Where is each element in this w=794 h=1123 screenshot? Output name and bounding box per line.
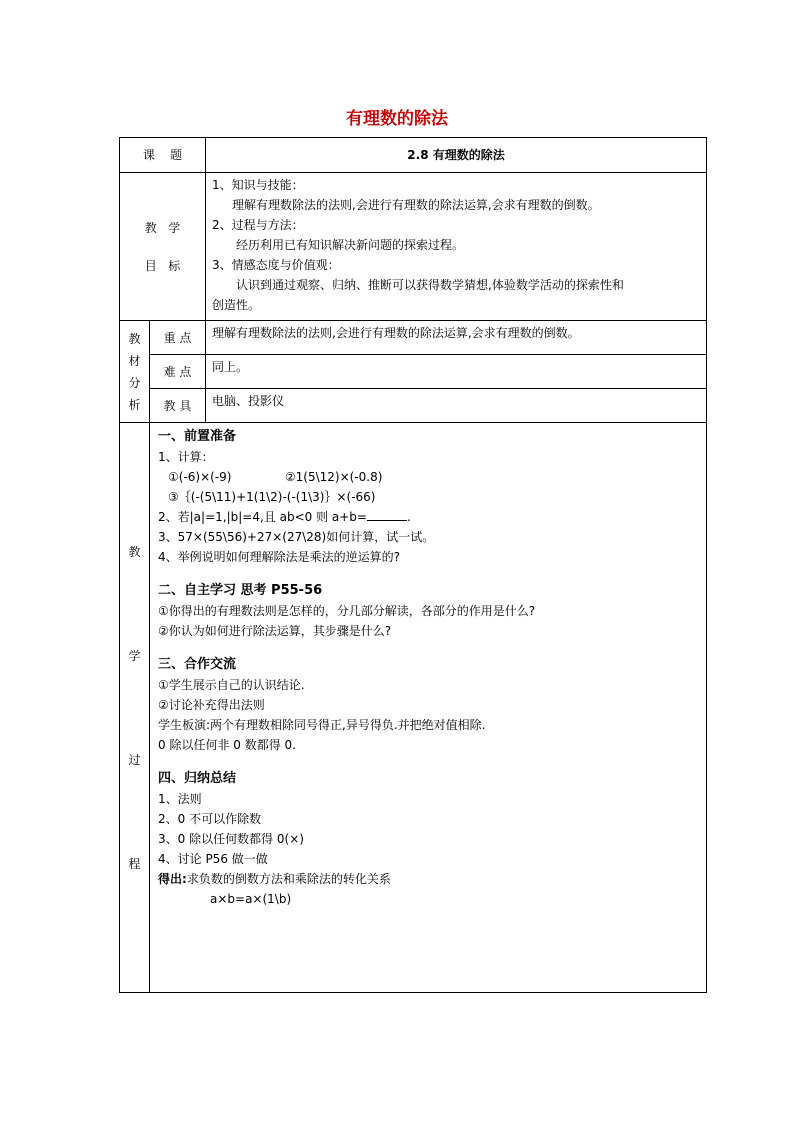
goal-line: 1、知识与技能： <box>212 178 304 192</box>
process-line: ③｛(-(5\11)+1(1\2)-(-(1\3)｝×(-66) <box>168 490 376 504</box>
goals-label-top: 教 学 <box>144 220 181 235</box>
formula-line: a×b=a×(1\b) <box>210 892 292 906</box>
process-line: 4、讨论 P56 做一做 <box>158 852 268 866</box>
goal-line: 创造性。 <box>212 298 261 312</box>
process-line: ①学生展示自己的认识结论. <box>158 678 305 692</box>
process-content <box>150 423 707 993</box>
process-line: ②讨论补充得出法则 <box>158 698 265 712</box>
process-line: 1、计算： <box>158 450 214 464</box>
process-label-char: 教 <box>128 544 141 559</box>
section-heading: 四、归纳总结 <box>158 771 237 786</box>
process-line: ②你认为如何进行除法运算，其步骤是什么? <box>158 624 392 638</box>
section-heading: 一、前置准备 <box>158 429 237 444</box>
page-title: 有理数的除法 <box>346 109 448 129</box>
process-label-char: 程 <box>128 856 141 871</box>
lesson-plan-table <box>119 137 707 993</box>
process-line: 2、0 不可以作除数 <box>158 812 262 826</box>
tools-value: 电脑、投影仪 <box>206 389 707 423</box>
goal-line: 认识到通过观察、归纳、推断可以获得数学猜想,体验数学活动的探索性和 <box>236 278 624 292</box>
goals-row <box>120 173 707 321</box>
process-line-with-blank <box>158 507 706 527</box>
section-heading: 二、自主学习 思考 P55-56 <box>158 583 323 598</box>
difficult-point-label: 难 点 <box>150 355 206 389</box>
process-label-char: 过 <box>128 752 141 767</box>
conclusion-line <box>158 869 706 889</box>
process-line: 1、法则 <box>158 792 202 806</box>
conclusion-label: 得出: <box>158 872 187 886</box>
process-row <box>120 423 707 993</box>
analysis-label-char: 分 <box>128 375 141 390</box>
key-point-value: 理解有理数除法的法则,会进行有理数的除法运算,会求有理数的倒数。 <box>206 321 707 355</box>
process-line: 学生板演:两个有理数相除同号得正,异号得负.并把绝对值相除. <box>158 718 486 732</box>
goal-line: 理解有理数除法的法则,会进行有理数的除法运算,会求有理数的倒数。 <box>232 198 600 212</box>
tools-label: 教 具 <box>150 389 206 423</box>
goal-line: 经历利用已有知识解决新问题的探索过程。 <box>236 238 465 252</box>
answer-blank <box>367 508 407 521</box>
process-line: ①你得出的有理数法则是怎样的，分几部分解读，各部分的作用是什么? <box>158 604 536 618</box>
goals-label-bottom: 目 标 <box>144 258 181 273</box>
topic-row <box>120 138 707 173</box>
process-line: 3、0 除以任何数都得 0(×) <box>158 832 304 846</box>
process-line: 3、57×(55\56)+27×(27\28)如何计算，试一试。 <box>158 530 435 544</box>
section-heading: 三、合作交流 <box>158 657 237 672</box>
goals-label <box>120 173 206 321</box>
process-line: 4、举例说明如何理解除法是乘法的逆运算的? <box>158 550 401 564</box>
topic-value <box>206 138 707 173</box>
topic-value-text: 2.8 有理数的除法 <box>407 148 505 162</box>
question-text: 2、若|a|=1,|b|=4,且 ab<0 则 a+b= <box>158 510 367 524</box>
blank-suffix: . <box>406 510 411 524</box>
analysis-label-char: 材 <box>128 353 141 368</box>
difficult-point-value: 同上。 <box>206 355 707 389</box>
goal-line: 2、过程与方法： <box>212 218 304 232</box>
key-point-row <box>120 321 707 355</box>
process-label <box>120 423 150 993</box>
topic-label: 课 题 <box>120 138 206 173</box>
analysis-label <box>120 321 150 423</box>
goal-line: 3、情感态度与价值观： <box>212 258 340 272</box>
tools-row <box>120 389 707 423</box>
conclusion-text: 求负数的倒数方法和乘除法的转化关系 <box>186 872 391 886</box>
process-line: ①(-6)×(-9) ②1(5\12)×(-0.8) <box>168 470 383 484</box>
process-label-char: 学 <box>128 648 141 663</box>
process-line: 0 除以任何非 0 数都得 0. <box>158 738 296 752</box>
analysis-label-char: 析 <box>128 397 141 412</box>
difficult-point-row <box>120 355 707 389</box>
goals-content <box>206 173 707 321</box>
key-point-label: 重 点 <box>150 321 206 355</box>
analysis-label-char: 教 <box>128 331 141 346</box>
